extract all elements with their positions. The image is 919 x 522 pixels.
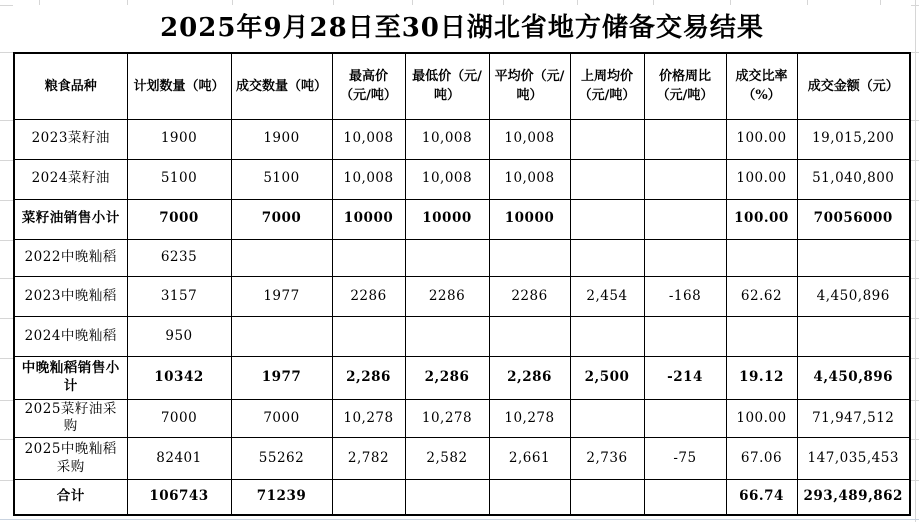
header-cell: 上周均价（元/吨）: [570, 53, 644, 119]
gridline: [915, 0, 916, 522]
gridline: [333, 0, 334, 5]
data-cell: 100.00: [726, 159, 797, 199]
data-cell: [644, 199, 726, 239]
data-cell: 7000: [231, 199, 332, 239]
gridline: [39, 0, 40, 5]
data-cell: 100.00: [726, 199, 797, 239]
gridline: [0, 240, 13, 241]
data-cell: 2,736: [570, 438, 644, 479]
data-cell: 2025中晚籼稻采购: [14, 438, 127, 479]
data-cell: [726, 317, 797, 357]
data-cell: [570, 199, 644, 239]
gridline: [807, 0, 808, 5]
data-cell: 2,286: [489, 357, 570, 399]
data-cell: 55262: [231, 438, 332, 479]
gridline: [0, 278, 13, 279]
gridline: [0, 52, 13, 53]
header-cell: 最低价（元/吨）: [405, 53, 489, 119]
table-row: [14, 438, 910, 479]
data-cell: [570, 399, 644, 438]
table-row: [14, 317, 910, 357]
data-cell: [644, 119, 726, 159]
header-cell: 平均价（元/吨）: [489, 53, 570, 119]
gridline: [880, 0, 881, 5]
table-row: [14, 399, 910, 438]
data-cell: [644, 159, 726, 199]
data-cell: 82401: [127, 438, 231, 479]
data-cell: 10000: [405, 199, 489, 239]
data-cell: 10,008: [489, 159, 570, 199]
data-cell: 合计: [14, 479, 127, 515]
gridline: [0, 5, 13, 6]
data-cell: 62.62: [726, 277, 797, 317]
data-cell: 66.74: [726, 479, 797, 515]
data-cell: 10,008: [405, 119, 489, 159]
data-cell: [570, 317, 644, 357]
table-row: [14, 277, 910, 317]
table-row: [14, 239, 910, 277]
table-body: [14, 119, 910, 515]
data-cell: 2286: [332, 277, 405, 317]
data-cell: 70056000: [797, 199, 910, 239]
data-cell: [489, 479, 570, 515]
data-cell: -75: [644, 438, 726, 479]
gridline: [0, 160, 13, 161]
data-cell: 2,500: [570, 357, 644, 399]
table-row: [14, 479, 910, 515]
gridline: [0, 439, 13, 440]
data-cell: 106743: [127, 479, 231, 515]
data-cell: 1900: [231, 119, 332, 159]
data-cell: 10,008: [489, 119, 570, 159]
data-cell: 10,008: [405, 159, 489, 199]
data-cell: [332, 239, 405, 277]
data-cell: 2022中晚籼稻: [14, 239, 127, 277]
data-cell: 2024中晚籼稻: [14, 317, 127, 357]
gridline: [653, 0, 654, 5]
data-cell: 67.06: [726, 438, 797, 479]
data-cell: 10,008: [332, 119, 405, 159]
gridline: [0, 480, 13, 481]
data-cell: 1977: [231, 277, 332, 317]
data-cell: 147,035,453: [797, 438, 910, 479]
data-cell: 2023中晚籼稻: [14, 277, 127, 317]
data-cell: [332, 479, 405, 515]
gridline: [127, 0, 128, 5]
data-cell: 293,489,862: [797, 479, 910, 515]
data-cell: [489, 239, 570, 277]
table-row: [14, 159, 910, 199]
data-cell: 2,286: [332, 357, 405, 399]
data-cell: 10,278: [405, 399, 489, 438]
data-cell: 2,582: [405, 438, 489, 479]
header-cell: 计划数量（吨）: [127, 53, 231, 119]
data-cell: 6235: [127, 239, 231, 277]
header-cell: 最高价（元/吨）: [332, 53, 405, 119]
data-cell: 10342: [127, 357, 231, 399]
data-cell: [644, 479, 726, 515]
data-cell: [405, 479, 489, 515]
data-cell: 5100: [231, 159, 332, 199]
gridline: [0, 120, 13, 121]
data-cell: 7000: [127, 199, 231, 239]
data-cell: 10,008: [332, 159, 405, 199]
data-cell: 71,947,512: [797, 399, 910, 438]
data-cell: 10000: [332, 199, 405, 239]
data-cell: 2286: [489, 277, 570, 317]
data-cell: 2,782: [332, 438, 405, 479]
data-cell: 2024菜籽油: [14, 159, 127, 199]
gridline: [232, 0, 233, 5]
header-cell: 成交金额（元）: [797, 53, 910, 119]
data-cell: 950: [127, 317, 231, 357]
data-cell: 10,278: [489, 399, 570, 438]
data-cell: 1900: [127, 119, 231, 159]
data-cell: [797, 239, 910, 277]
data-cell: 2,454: [570, 277, 644, 317]
data-cell: [644, 239, 726, 277]
results-table: [13, 52, 911, 516]
data-cell: [231, 239, 332, 277]
table-row: [14, 199, 910, 239]
data-cell: [405, 239, 489, 277]
header-cell: 粮食品种: [14, 53, 127, 119]
data-cell: 10000: [489, 199, 570, 239]
gridline: [0, 358, 13, 359]
data-cell: [570, 159, 644, 199]
gridline: [0, 200, 13, 201]
gridline: [0, 318, 13, 319]
gridline: [0, 400, 13, 401]
data-cell: 7000: [127, 399, 231, 438]
table-row: [14, 119, 910, 159]
gridline: [503, 0, 504, 5]
data-cell: [797, 317, 910, 357]
data-cell: 19,015,200: [797, 119, 910, 159]
data-cell: [332, 317, 405, 357]
report-title: 2025年9月28日至30日湖北省地方储备交易结果: [160, 13, 764, 43]
header-cell: 价格周比（元/吨）: [644, 53, 726, 119]
data-cell: 5100: [127, 159, 231, 199]
data-cell: [570, 239, 644, 277]
data-cell: 100.00: [726, 119, 797, 159]
data-cell: [231, 317, 332, 357]
gridline: [0, 519, 919, 520]
data-cell: 2,661: [489, 438, 570, 479]
header-row: [14, 53, 910, 119]
data-cell: 2286: [405, 277, 489, 317]
gridline: [730, 0, 731, 5]
data-cell: 中晚籼稻销售小计: [14, 357, 127, 399]
data-cell: 100.00: [726, 399, 797, 438]
header-cell: 成交数量（吨）: [231, 53, 332, 119]
data-cell: 2025菜籽油采购: [14, 399, 127, 438]
data-cell: -214: [644, 357, 726, 399]
gridline: [577, 0, 578, 5]
data-cell: 51,040,800: [797, 159, 910, 199]
data-cell: 10,278: [332, 399, 405, 438]
data-cell: 7000: [231, 399, 332, 438]
data-cell: [570, 119, 644, 159]
data-cell: [570, 479, 644, 515]
data-cell: [405, 317, 489, 357]
data-cell: 1977: [231, 357, 332, 399]
data-cell: 19.12: [726, 357, 797, 399]
data-cell: 4,450,896: [797, 277, 910, 317]
gridline: [412, 0, 413, 5]
header-cell: 成交比率（%）: [726, 53, 797, 119]
data-cell: 3157: [127, 277, 231, 317]
data-cell: 4,450,896: [797, 357, 910, 399]
data-cell: -168: [644, 277, 726, 317]
data-cell: [726, 239, 797, 277]
data-cell: 2,286: [405, 357, 489, 399]
data-cell: [644, 399, 726, 438]
data-cell: 菜籽油销售小计: [14, 199, 127, 239]
data-cell: 2023菜籽油: [14, 119, 127, 159]
data-cell: [489, 317, 570, 357]
table-row: [14, 357, 910, 399]
data-cell: 71239: [231, 479, 332, 515]
data-cell: [644, 317, 726, 357]
